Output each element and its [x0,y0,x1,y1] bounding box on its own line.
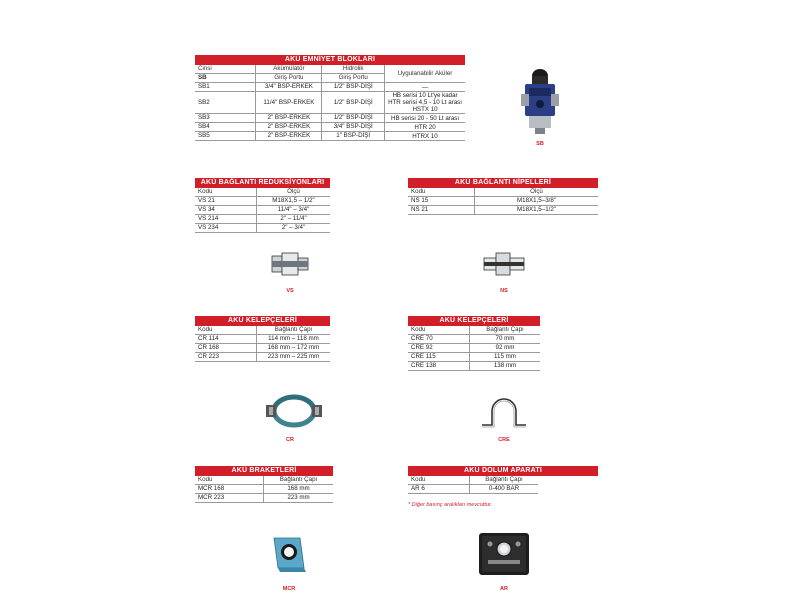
sb-cell-cinsi: SB4 [195,123,256,132]
cre-table-row [408,362,540,371]
sb-head-hidrolik: Hidrolik [322,65,385,74]
sb-table-row [195,83,465,92]
sb-block-image [515,66,565,136]
mcr-head-kodu: Kodu [195,476,264,485]
sb-cell-uygun [385,123,465,132]
sb-table-row [195,132,465,141]
sb-cell-line: HTR serisi 4,5 - 10 Lt arası [388,99,462,106]
cre-table-row [408,335,540,344]
sb-head-cinsi: Cinsi [195,65,256,74]
cre-cell-olcu: 115 mm [470,353,541,362]
cr-table-row [195,344,330,353]
cre-head-kodu: Kodu [408,326,470,335]
sb-cell-uygun [385,132,465,141]
sb-head-giris1: Giriş Portu [256,74,322,83]
cre-cell-olcu: 138 mm [470,362,541,371]
sb-cell-cinsi: SB1 [195,83,256,92]
cre-head-olcu: Bağlantı Çapı [470,326,541,335]
cr-caption: CR [286,437,294,443]
cre-cell-kodu: CRE 92 [408,344,470,353]
cr-table-title: AKÜ KELEPÇELERİ [195,316,330,326]
sb-cell-akum: 2" BSP-ERKEK [256,123,322,132]
cr-cell-kodu: CR 114 [195,335,257,344]
ns-table-row [408,197,598,206]
cr-cell-kodu: CR 223 [195,353,257,362]
sb-cell-uygun [385,92,465,114]
cr-cell-olcu: 114 mm – 118 mm [257,335,331,344]
sb-cell-akum: 2" BSP-ERKEK [256,114,322,123]
sb-cell-line: HTR 20 [414,123,436,131]
sb-cell-cinsi: SB5 [195,132,256,141]
vs-table-title: AKÜ BAĞLANTI REDÜKSİYONLARI [195,178,330,188]
ns-caption: NS [500,288,508,294]
sb-cell-hidro: 3/4" BSP-DİŞİ [322,123,385,132]
ar-cell-kodu: AR 6 [408,485,470,494]
sb-table-row [195,92,465,114]
ns-cell-olcu: M18X1,5–3/8" [475,197,599,206]
mcr-table-row [195,485,333,494]
sb-cell-cinsi: SB2 [195,92,256,114]
vs-table-grid [195,188,330,233]
cr-table-row [195,353,330,362]
sb-cell-line: HTRX 10 [412,132,438,140]
vs-cell-olcu: 2" – 3/4" [257,224,331,233]
ns-head-olcu: Ölçü [475,188,599,197]
sb-table [195,55,465,141]
sb-head-akumulator: Akümülatör [256,65,322,74]
vs-head-olcu: Ölçü [257,188,331,197]
sb-cell-uygun [385,83,465,92]
cr-table-row [195,335,330,344]
vs-table [195,178,330,233]
vs-table-row [195,206,330,215]
ar-head-olcu: Bağlantı Çapı [470,476,539,485]
ns-table [408,178,598,215]
sb-head-sb: SB [195,74,256,83]
sb-cell-hidro: 1" BSP-DİŞİ [322,132,385,141]
mcr-cell-kodu: MCR 168 [195,485,264,494]
mcr-table-grid [195,476,333,503]
vs-table-row [195,197,330,206]
sb-table-row [195,114,465,123]
ar-filling-kit-image [478,532,530,576]
mcr-bracket-image [270,534,308,574]
ar-cell-olcu: 0-400 BAR [470,485,539,494]
mcr-head-olcu: Bağlantı Çapı [264,476,334,485]
vs-head-kodu: Kodu [195,188,257,197]
cr-cell-olcu: 168 mm – 172 mm [257,344,331,353]
vs-reducer-image [270,250,310,278]
cr-table [195,316,330,362]
ns-table-grid [408,188,598,215]
ar-table [408,466,598,494]
vs-cell-kodu: VS 214 [195,215,257,224]
sb-table-title: AKÜ EMNİYET BLOKLARI [195,55,465,65]
ns-cell-kodu: NS 15 [408,197,475,206]
cr-clamp-image [266,393,322,429]
vs-cell-olcu: M18X1,5 – 1/2" [257,197,331,206]
mcr-table [195,466,333,503]
cr-table-grid [195,326,330,362]
cr-head-kodu: Kodu [195,326,257,335]
mcr-table-title: AKÜ BRAKETLERİ [195,466,333,476]
vs-cell-kodu: VS 34 [195,206,257,215]
cre-clamp-image [480,395,528,429]
vs-cell-kodu: VS 21 [195,197,257,206]
sb-cell-akum: 3/4" BSP-ERKEK [256,83,322,92]
ar-caption: AR [500,586,508,592]
ns-nipple-image [482,250,526,278]
ar-table-grid [408,476,538,494]
sb-cell-line: HB serisi 20 - 50 Lt arası [390,114,460,122]
sb-cell-line: — [421,83,429,91]
vs-cell-olcu: 2" – 11/4" [257,215,331,224]
ar-table-row [408,485,538,494]
cre-cell-olcu: 92 mm [470,344,541,353]
vs-cell-olcu: 11/4" – 3/4" [257,206,331,215]
ar-table-title: AKÜ DOLUM APARATI [408,466,598,476]
ns-table-title: AKÜ BAĞLANTI NİPELLERİ [408,178,598,188]
cr-head-olcu: Bağlantı Çapı [257,326,331,335]
sb-cell-akum: 2" BSP-ERKEK [256,132,322,141]
ns-table-row [408,206,598,215]
ar-head-kodu: Kodu [408,476,470,485]
vs-caption: VS [286,288,294,294]
sb-cell-uygun [385,114,465,123]
mcr-cell-olcu: 223 mm [264,494,334,503]
cre-table-row [408,353,540,362]
sb-cell-akum: 11/4" BSP-ERKEK [256,92,322,114]
cre-table-title: AKÜ KELEPÇELERİ [408,316,540,326]
cre-table-grid [408,326,540,371]
mcr-table-row [195,494,333,503]
cre-cell-kodu: CRE 70 [408,335,470,344]
mcr-cell-olcu: 168 mm [264,485,334,494]
sb-cell-line: HB serisi 10 Lt'ye kadar [392,92,458,99]
ns-head-kodu: Kodu [408,188,475,197]
sb-cell-hidro: 1/2" BSP-DİŞİ [322,114,385,123]
cre-table [408,316,540,371]
cr-cell-olcu: 223 mm – 225 mm [257,353,331,362]
cre-cell-olcu: 70 mm [470,335,541,344]
sb-cell-cinsi: SB3 [195,114,256,123]
sb-head-giris2: Giriş Portu [322,74,385,83]
sb-head-uygun: Uygulanabilir Aküler [385,65,465,83]
cre-caption: CRE [498,437,510,443]
cr-cell-kodu: CR 168 [195,344,257,353]
mcr-caption: MCR [282,586,296,592]
sb-cell-line: HSTX 10 [412,106,438,113]
mcr-cell-kodu: MCR 223 [195,494,264,503]
sb-caption: SB [536,141,544,147]
sb-cell-hidro: 1/2" BSP-DİŞİ [322,92,385,114]
vs-table-row [195,224,330,233]
sb-cell-hidro: 1/2" BSP-DİŞİ [322,83,385,92]
cre-cell-kodu: CRE 138 [408,362,470,371]
cre-cell-kodu: CRE 115 [408,353,470,362]
ns-cell-kodu: NS 21 [408,206,475,215]
ns-cell-olcu: M18X1,5–1/2" [475,206,599,215]
vs-cell-kodu: VS 234 [195,224,257,233]
vs-table-row [195,215,330,224]
cre-table-row [408,344,540,353]
ar-note: * Diğer basınç aralıkları mevcuttur. [408,502,493,508]
sb-table-grid [195,65,465,141]
sb-table-row [195,123,465,132]
